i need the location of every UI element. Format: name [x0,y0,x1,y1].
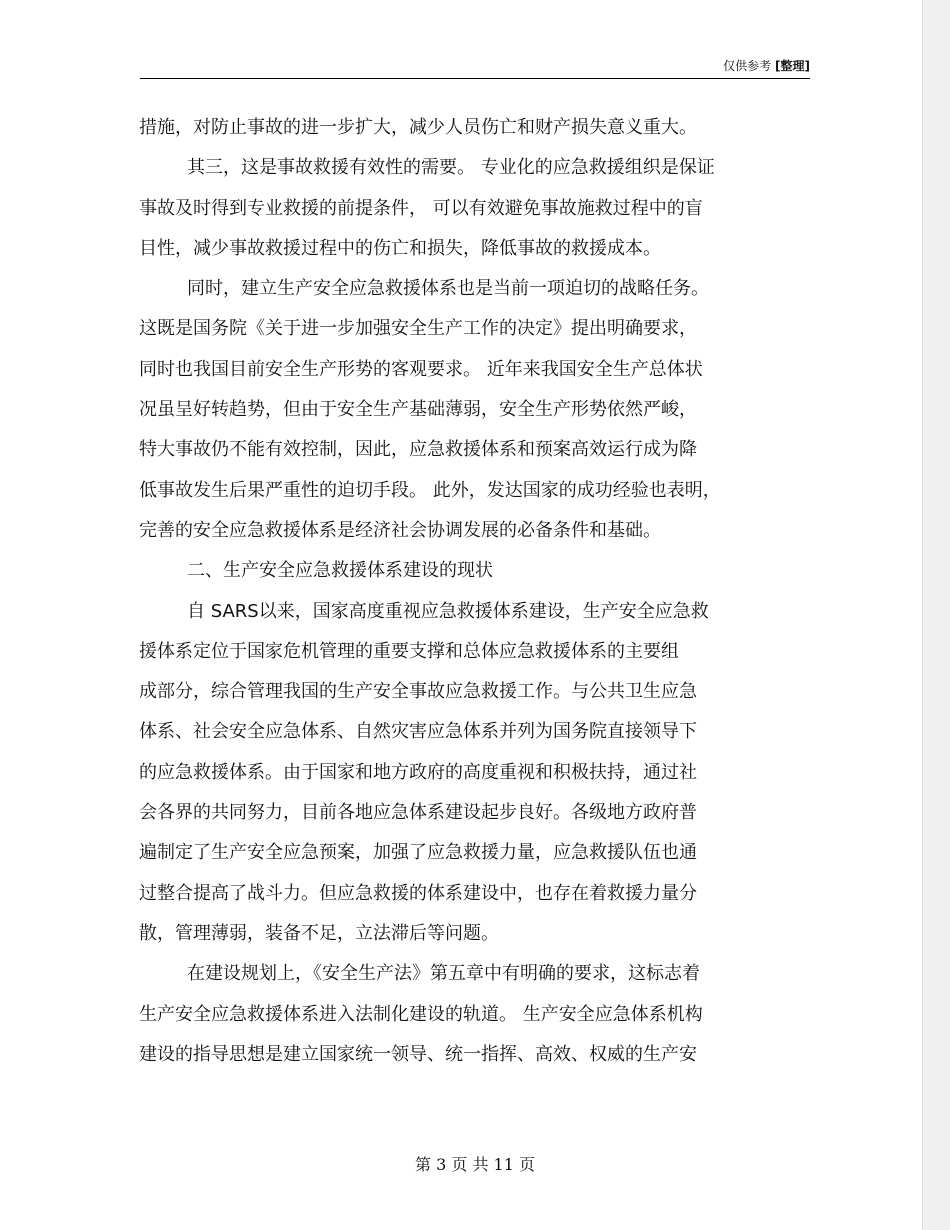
text-line: 目性，减少事故救援过程中的伤亡和损失，降低事故的救援成本。 [139,237,661,259]
page-header [140,56,810,79]
text-line: 在建设规划上，《安全生产法》第五章中有明确的要求，这标志着 [187,963,700,985]
header-tag: [整理] [775,59,810,73]
text-line: 自 SARS以来，国家高度重视应急救援体系建设，生产安全应急救 [187,600,709,622]
text-line: 建设的指导思想是建立国家统一领导、统一指挥、高效、权威的生产安 [139,1043,697,1065]
document-body [139,108,804,1075]
text-line: 同时也我国目前安全生产形势的客观要求。 近年来我国安全生产总体状 [139,358,703,380]
section-heading: 二、生产安全应急救援体系建设的现状 [187,560,493,582]
page-footer: 第 3 页 共 11 页 [415,1155,535,1174]
header-label: 仅供参考 [723,59,772,73]
text-line: 的应急救援体系。由于国家和地方政府的高度重视和积极扶持，通过社 [139,761,697,783]
text-line: 况虽呈好转趋势，但由于安全生产基础薄弱，安全生产形势依然严峻， [139,399,697,421]
text-line: 体系、社会安全应急体系、自然灾害应急体系并列为国务院直接领导下 [139,721,697,743]
text-line: 会各界的共同努力，目前各地应急体系建设起步良好。各级地方政府普 [139,802,697,824]
text-line: 这既是国务院《关于进一步加强安全生产工作的决定》提出明确要求， [139,318,697,340]
text-line: 过整合提高了战斗力。但应急救援的体系建设中，也存在着救援力量分 [139,882,697,904]
text-line: 措施，对防止事故的进一步扩大，减少人员伤亡和财产损失意义重大。 [139,117,697,138]
text-line: 生产安全应急救援体系进入法制化建设的轨道。 生产安全应急体系机构 [139,1003,703,1025]
text-line: 事故及时得到专业救援的前提条件， 可以有效避免事故施救过程中的盲 [139,197,703,219]
text-line: 低事故发生后果严重性的迫切手段。 此外，发达国家的成功经验也表明， [139,479,721,501]
text-line: 同时，建立生产安全应急救援体系也是当前一项迫切的战略任务。 [187,278,709,300]
header-text [723,57,810,74]
text-line: 遍制定了生产安全应急预案，加强了应急救援力量，应急救援队伍也通 [139,842,697,864]
text-line: 散，管理薄弱，装备不足，立法滞后等问题。 [139,922,499,944]
text-line: 其三，这是事故救援有效性的需要。 专业化的应急救援组织是保证 [187,157,715,179]
text-line: 成部分，综合管理我国的生产安全事故应急救援工作。与公共卫生应急 [139,681,697,703]
text-line: 特大事故仍不能有效控制，因此，应急救援体系和预案高效运行成为降 [139,439,697,461]
text-line: 完善的安全应急救援体系是经济社会协调发展的必备条件和基础。 [139,519,661,541]
text-line: 援体系定位于国家危机管理的重要支撑和总体应急救援体系的主要组 [139,640,679,662]
